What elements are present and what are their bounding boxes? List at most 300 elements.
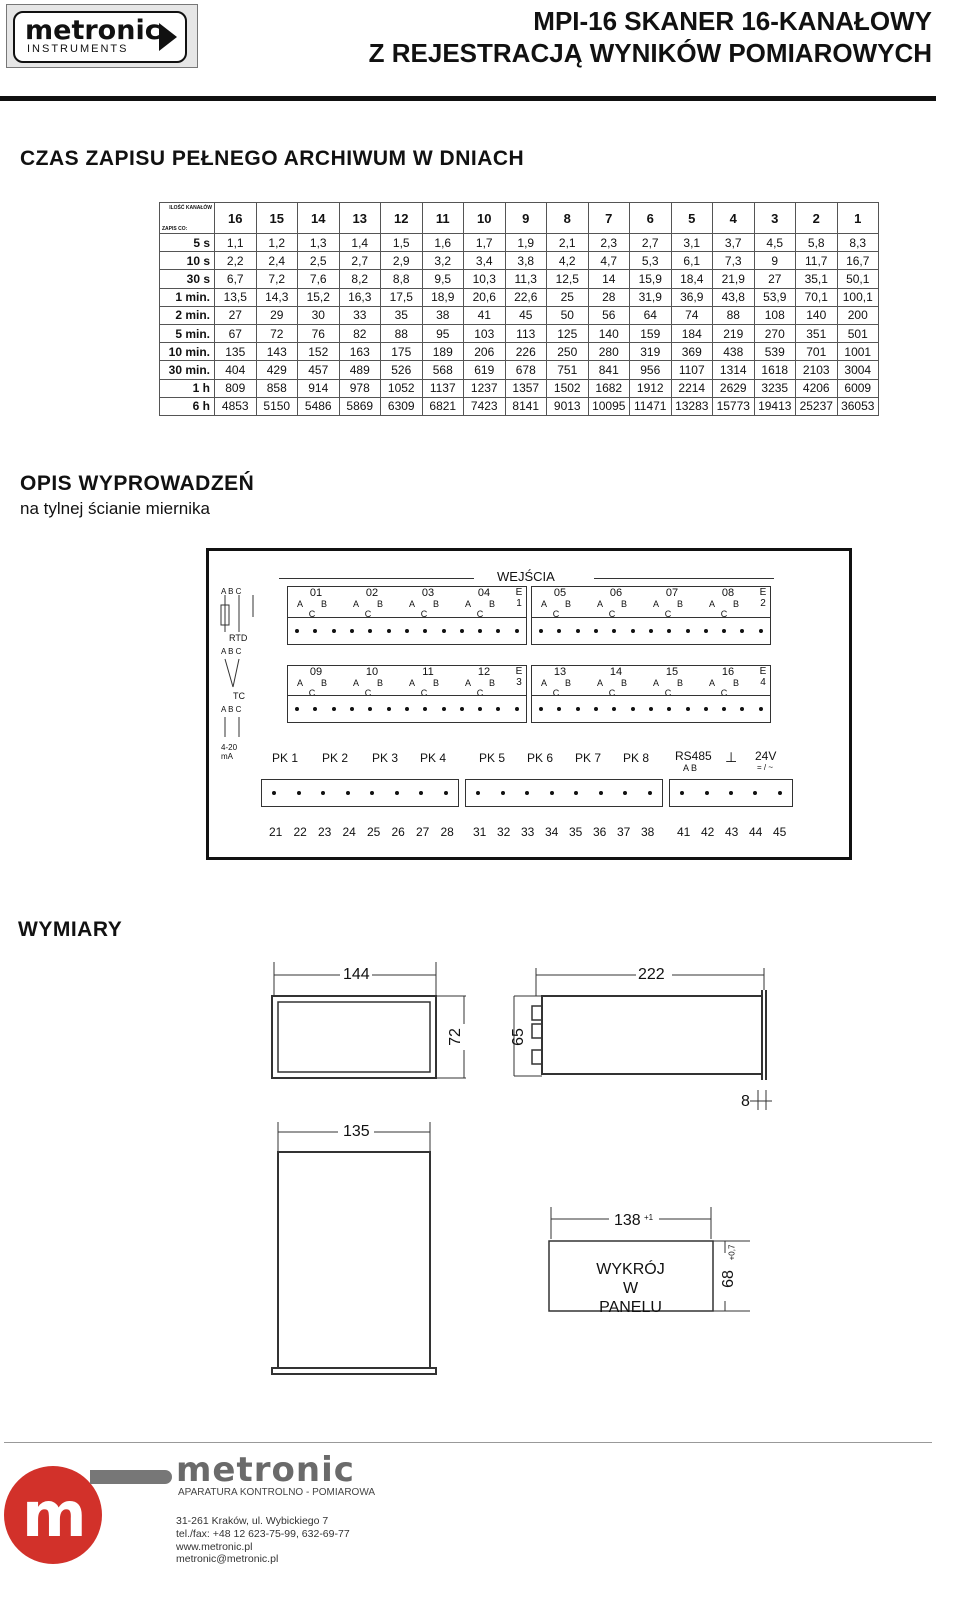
table-cell: 8,2 bbox=[339, 270, 381, 288]
terminal-dot-icon bbox=[753, 791, 757, 795]
table-cell: 189 bbox=[422, 343, 464, 361]
table-cell: 30 bbox=[298, 306, 340, 324]
table-cell: 13283 bbox=[671, 397, 713, 415]
table-cell: 16,7 bbox=[837, 252, 879, 270]
footer-logo-swoosh bbox=[90, 1470, 172, 1484]
outputs-title: OPIS WYPROWADZEŃ bbox=[20, 472, 255, 495]
table-cell: 751 bbox=[547, 361, 589, 379]
channel-abc-label: A B C bbox=[540, 678, 579, 698]
channel-abc-label: A B C bbox=[596, 678, 635, 698]
table-row bbox=[160, 306, 879, 324]
table-cell: 113 bbox=[505, 324, 547, 342]
column-header-channels: 6 bbox=[630, 203, 672, 234]
terminal-dot-icon bbox=[419, 791, 423, 795]
terminal-dot-icon bbox=[295, 629, 299, 633]
earth-label: E 2 bbox=[759, 587, 767, 609]
table-cell: 2,9 bbox=[381, 252, 423, 270]
pin-number: 26 bbox=[391, 825, 405, 839]
channel-abc-label: A B C bbox=[652, 599, 691, 619]
table-cell: 568 bbox=[422, 361, 464, 379]
table-cell: 11471 bbox=[630, 397, 672, 415]
top-left-channel-labels bbox=[287, 586, 527, 617]
terminal-dot-icon bbox=[623, 791, 627, 795]
table-cell: 1357 bbox=[505, 379, 547, 397]
table-cell: 25 bbox=[547, 288, 589, 306]
pin-number: 42 bbox=[701, 825, 715, 839]
terminal-dot-icon bbox=[370, 791, 374, 795]
table-cell: 8141 bbox=[505, 397, 547, 415]
table-cell: 701 bbox=[796, 343, 838, 361]
table-cell: 11,7 bbox=[796, 252, 838, 270]
terminal-dot-icon bbox=[550, 791, 554, 795]
corner-channels-label: ILOŚĆ KANAŁÓW bbox=[169, 205, 212, 211]
cutout-label-line1: WYKRÓJ bbox=[596, 1261, 665, 1278]
table-cell: 404 bbox=[215, 361, 257, 379]
table-cell: 1,7 bbox=[464, 234, 506, 252]
table-cell: 3,1 bbox=[671, 234, 713, 252]
bottom-right-channel-labels bbox=[531, 665, 771, 696]
table-cell: 5150 bbox=[256, 397, 298, 415]
terminal-dot-icon bbox=[740, 629, 744, 633]
table-cell: 88 bbox=[713, 306, 755, 324]
table-row bbox=[160, 324, 879, 342]
terminal-dot-icon bbox=[722, 707, 726, 711]
table-cell: 20,6 bbox=[464, 288, 506, 306]
table-cell: 7,3 bbox=[713, 252, 755, 270]
table-cell: 13,5 bbox=[215, 288, 257, 306]
table-cell: 2629 bbox=[713, 379, 755, 397]
earth-label: E 1 bbox=[515, 587, 523, 609]
table-cell: 319 bbox=[630, 343, 672, 361]
column-header-channels: 3 bbox=[754, 203, 796, 234]
channel-group-label bbox=[344, 666, 400, 698]
table-cell: 3,4 bbox=[464, 252, 506, 270]
table-cell: 526 bbox=[381, 361, 423, 379]
terminal-dot-icon bbox=[574, 791, 578, 795]
table-row bbox=[160, 252, 879, 270]
pin-number: 23 bbox=[318, 825, 332, 839]
table-cell: 4,5 bbox=[754, 234, 796, 252]
column-header-channels: 12 bbox=[381, 203, 423, 234]
terminal-dot-icon bbox=[594, 629, 598, 633]
channel-number: 09 bbox=[309, 666, 323, 678]
table-cell: 45 bbox=[505, 306, 547, 324]
table-cell: 1237 bbox=[464, 379, 506, 397]
dim-top-width: 135 bbox=[343, 1123, 370, 1140]
table-cell: 2214 bbox=[671, 379, 713, 397]
table-cell: 6821 bbox=[422, 397, 464, 415]
terminal-dot-icon bbox=[557, 629, 561, 633]
table-cell: 1,6 bbox=[422, 234, 464, 252]
footer-brand: metronic bbox=[176, 1450, 355, 1490]
terminal-dot-icon bbox=[704, 629, 708, 633]
column-header-channels: 11 bbox=[422, 203, 464, 234]
column-header-channels: 9 bbox=[505, 203, 547, 234]
table-cell: 858 bbox=[256, 379, 298, 397]
tc-label: TC bbox=[233, 691, 245, 701]
footer-divider bbox=[4, 1442, 932, 1443]
cutout-label bbox=[593, 1260, 668, 1317]
terminal-dot-icon bbox=[515, 707, 519, 711]
table-cell: 184 bbox=[671, 324, 713, 342]
page-title-line2: Z REJESTRACJĄ WYNIKÓW POMIAROWYCH bbox=[368, 38, 932, 68]
table-cell: 1,4 bbox=[339, 234, 381, 252]
dim-side-height: 65 bbox=[509, 1028, 527, 1046]
pin-number: 28 bbox=[440, 825, 454, 839]
table-row bbox=[160, 379, 879, 397]
terminal-dot-icon bbox=[444, 791, 448, 795]
terminal-dot-icon bbox=[405, 629, 409, 633]
pin-number: 45 bbox=[773, 825, 787, 839]
channel-abc-label: A B C bbox=[540, 599, 579, 619]
table-cell: 351 bbox=[796, 324, 838, 342]
table-row bbox=[160, 397, 879, 415]
table-cell: 140 bbox=[796, 306, 838, 324]
relay-terminal-row-a bbox=[261, 779, 459, 807]
relay-label: PK 1 bbox=[272, 751, 299, 765]
table-cell: 108 bbox=[754, 306, 796, 324]
table-cell: 7,2 bbox=[256, 270, 298, 288]
terminal-dot-icon bbox=[405, 707, 409, 711]
dim-front-width: 144 bbox=[343, 966, 370, 983]
terminal-dot-icon bbox=[295, 707, 299, 711]
table-cell: 2,5 bbox=[298, 252, 340, 270]
table-cell: 6,7 bbox=[215, 270, 257, 288]
table-cell: 4853 bbox=[215, 397, 257, 415]
table-cell: 38 bbox=[422, 306, 464, 324]
channel-abc-label: A B C bbox=[652, 678, 691, 698]
table-cell: 1052 bbox=[381, 379, 423, 397]
table-cell: 100,1 bbox=[837, 288, 879, 306]
pin-number: 32 bbox=[497, 825, 511, 839]
table-row bbox=[160, 343, 879, 361]
terminal-dot-icon bbox=[387, 707, 391, 711]
channel-number: 10 bbox=[365, 666, 379, 678]
row-interval-label: 10 s bbox=[160, 252, 215, 270]
table-cell: 1,5 bbox=[381, 234, 423, 252]
table-cell: 36053 bbox=[837, 397, 879, 415]
top-right-terminal-row bbox=[531, 617, 771, 645]
table-cell: 6,1 bbox=[671, 252, 713, 270]
terminal-dot-icon bbox=[423, 707, 427, 711]
channel-group-label bbox=[456, 666, 512, 698]
table-cell: 3004 bbox=[837, 361, 879, 379]
table-cell: 10,3 bbox=[464, 270, 506, 288]
pin-number: 43 bbox=[725, 825, 739, 839]
archive-title: CZAS ZAPISU PEŁNEGO ARCHIWUM W DNIACH bbox=[20, 147, 525, 170]
terminal-dot-icon bbox=[478, 629, 482, 633]
table-cell: 8,3 bbox=[837, 234, 879, 252]
channel-number: 16 bbox=[721, 666, 735, 678]
inputs-label: WEJŚCIA bbox=[497, 569, 555, 584]
footer-phone: tel./fax: +48 12 623-75-99, 632-69-77 bbox=[176, 1528, 350, 1540]
table-cell: 88 bbox=[381, 324, 423, 342]
table-cell: 1,1 bbox=[215, 234, 257, 252]
ma-label: 4-20 mA bbox=[221, 743, 238, 761]
channel-number: 12 bbox=[477, 666, 491, 678]
channel-abc-label: A B C bbox=[408, 599, 447, 619]
archive-table bbox=[159, 202, 879, 416]
terminal-dot-icon bbox=[612, 707, 616, 711]
column-header-channels: 1 bbox=[837, 203, 879, 234]
terminal-dot-icon bbox=[612, 629, 616, 633]
logo-arrow-icon bbox=[159, 23, 177, 51]
table-cell: 18,9 bbox=[422, 288, 464, 306]
pin-number: 41 bbox=[677, 825, 691, 839]
cutout-label-line2: W PANELU bbox=[599, 1280, 662, 1316]
rs485-label: RS485 bbox=[675, 749, 712, 763]
column-header-channels: 14 bbox=[298, 203, 340, 234]
footer-address: 31-261 Kraków, ul. Wybickiego 7 bbox=[176, 1515, 329, 1527]
terminal-dot-icon bbox=[442, 629, 446, 633]
table-cell: 135 bbox=[215, 343, 257, 361]
table-cell: 2,1 bbox=[547, 234, 589, 252]
table-cell: 21,9 bbox=[713, 270, 755, 288]
table-cell: 14,3 bbox=[256, 288, 298, 306]
table-cell: 82 bbox=[339, 324, 381, 342]
table-cell: 18,4 bbox=[671, 270, 713, 288]
channel-number: 07 bbox=[665, 587, 679, 599]
footer-web[interactable]: www.metronic.pl bbox=[176, 1541, 253, 1553]
top-view-dimension-drawing bbox=[270, 1118, 440, 1378]
table-cell: 841 bbox=[588, 361, 630, 379]
table-cell: 1107 bbox=[671, 361, 713, 379]
relay-label: PK 8 bbox=[623, 751, 650, 765]
archive-table-body bbox=[160, 234, 879, 416]
table-cell: 3,8 bbox=[505, 252, 547, 270]
pin-number: 27 bbox=[416, 825, 430, 839]
logo-brand: metronic bbox=[25, 15, 161, 46]
terminal-dot-icon bbox=[332, 629, 336, 633]
channel-abc-label: A B C bbox=[708, 678, 747, 698]
pin-number: 34 bbox=[545, 825, 559, 839]
pin-number: 36 bbox=[593, 825, 607, 839]
pin-number: 37 bbox=[617, 825, 631, 839]
table-cell: 28 bbox=[588, 288, 630, 306]
table-cell: 226 bbox=[505, 343, 547, 361]
table-cell: 200 bbox=[837, 306, 879, 324]
table-cell: 4,2 bbox=[547, 252, 589, 270]
rs485-ab-label: A B bbox=[683, 763, 698, 773]
terminal-dot-icon bbox=[631, 707, 635, 711]
table-cell: 914 bbox=[298, 379, 340, 397]
column-header-channels: 4 bbox=[713, 203, 755, 234]
channel-abc-label: A B C bbox=[296, 678, 335, 698]
comm-power-terminal-row bbox=[669, 779, 793, 807]
footer-email[interactable]: metronic@metronic.pl bbox=[176, 1553, 279, 1565]
terminal-dot-icon bbox=[501, 791, 505, 795]
channel-number: 04 bbox=[477, 587, 491, 599]
table-cell: 29 bbox=[256, 306, 298, 324]
terminal-dot-icon bbox=[525, 791, 529, 795]
table-cell: 175 bbox=[381, 343, 423, 361]
corner-interval-label: ZAPIS CO: bbox=[162, 226, 188, 232]
inputs-line-left bbox=[279, 578, 474, 579]
table-row bbox=[160, 361, 879, 379]
table-cell: 10095 bbox=[588, 397, 630, 415]
terminal-dot-icon bbox=[539, 707, 543, 711]
pin-number: 33 bbox=[521, 825, 535, 839]
table-cell: 36,9 bbox=[671, 288, 713, 306]
terminal-dot-icon bbox=[272, 791, 276, 795]
table-cell: 5,8 bbox=[796, 234, 838, 252]
row-interval-label: 2 min. bbox=[160, 306, 215, 324]
relay-label: PK 7 bbox=[575, 751, 602, 765]
channel-group-label bbox=[588, 666, 644, 698]
footer-logo-m-icon: m bbox=[22, 1478, 87, 1551]
table-cell: 1912 bbox=[630, 379, 672, 397]
table-cell: 9 bbox=[754, 252, 796, 270]
relay-label: PK 3 bbox=[372, 751, 399, 765]
terminal-dot-icon bbox=[649, 707, 653, 711]
relay-label: PK 5 bbox=[479, 751, 506, 765]
terminal-dot-icon bbox=[667, 629, 671, 633]
table-cell: 125 bbox=[547, 324, 589, 342]
terminal-dot-icon bbox=[778, 791, 782, 795]
terminal-dot-icon bbox=[442, 707, 446, 711]
terminal-dot-icon bbox=[496, 707, 500, 711]
channel-group-label bbox=[532, 666, 588, 698]
page-title-line1: MPI-16 SKANER 16-KANAŁOWY bbox=[533, 6, 932, 36]
inputs-line-right bbox=[594, 578, 774, 579]
row-interval-label: 5 s bbox=[160, 234, 215, 252]
channel-number: 02 bbox=[365, 587, 379, 599]
bottom-left-terminal-row bbox=[287, 695, 527, 723]
table-cell: 50,1 bbox=[837, 270, 879, 288]
table-cell: 12,5 bbox=[547, 270, 589, 288]
table-cell: 1682 bbox=[588, 379, 630, 397]
table-cell: 31,9 bbox=[630, 288, 672, 306]
terminal-dot-icon bbox=[594, 707, 598, 711]
channel-abc-label: A B C bbox=[708, 599, 747, 619]
table-cell: 9013 bbox=[547, 397, 589, 415]
top-right-channel-labels bbox=[531, 586, 771, 617]
table-cell: 1314 bbox=[713, 361, 755, 379]
terminal-dot-icon bbox=[297, 791, 301, 795]
terminal-dot-icon bbox=[350, 707, 354, 711]
channel-abc-label: A B C bbox=[296, 599, 335, 619]
column-header-channels: 7 bbox=[588, 203, 630, 234]
table-cell: 14 bbox=[588, 270, 630, 288]
terminal-dot-icon bbox=[478, 707, 482, 711]
table-cell: 1001 bbox=[837, 343, 879, 361]
pin-number: 38 bbox=[641, 825, 655, 839]
table-cell: 7,6 bbox=[298, 270, 340, 288]
table-cell: 27 bbox=[754, 270, 796, 288]
table-cell: 206 bbox=[464, 343, 506, 361]
table-cell: 35,1 bbox=[796, 270, 838, 288]
footer-tagline: APARATURA KONTROLNO - POMIAROWA bbox=[178, 1487, 376, 1498]
power-type-label: = / ~ bbox=[757, 763, 774, 772]
table-cell: 11,3 bbox=[505, 270, 547, 288]
channel-number: 14 bbox=[609, 666, 623, 678]
table-cell: 5,3 bbox=[630, 252, 672, 270]
table-cell: 70,1 bbox=[796, 288, 838, 306]
rtd-label: RTD bbox=[229, 633, 248, 643]
table-cell: 2,2 bbox=[215, 252, 257, 270]
channel-group-label bbox=[400, 587, 456, 619]
table-row bbox=[160, 270, 879, 288]
terminal-dot-icon bbox=[680, 791, 684, 795]
table-cell: 1618 bbox=[754, 361, 796, 379]
column-header-channels: 16 bbox=[215, 203, 257, 234]
dim-cutout-height: 68 bbox=[719, 1270, 737, 1288]
terminal-dot-icon bbox=[759, 629, 763, 633]
table-row bbox=[160, 234, 879, 252]
terminal-dot-icon bbox=[649, 629, 653, 633]
channel-abc-label: A B C bbox=[352, 599, 391, 619]
relay-terminal-row-b bbox=[465, 779, 663, 807]
terminal-dot-icon bbox=[759, 707, 763, 711]
table-cell: 6309 bbox=[381, 397, 423, 415]
table-cell: 19413 bbox=[754, 397, 796, 415]
row-interval-label: 1 h bbox=[160, 379, 215, 397]
table-cell: 2,3 bbox=[588, 234, 630, 252]
table-cell: 152 bbox=[298, 343, 340, 361]
terminal-dot-icon bbox=[704, 707, 708, 711]
terminal-dot-icon bbox=[599, 791, 603, 795]
terminal-dot-icon bbox=[423, 629, 427, 633]
channel-number: 11 bbox=[422, 666, 434, 678]
dim-cutout-width: 138 bbox=[614, 1212, 641, 1229]
row-interval-label: 5 min. bbox=[160, 324, 215, 342]
channel-number: 05 bbox=[553, 587, 567, 599]
dim-bezel: 8 bbox=[741, 1093, 750, 1110]
dim-cutout-height-tolerance: +0,7 bbox=[727, 1244, 737, 1261]
table-cell: 429 bbox=[256, 361, 298, 379]
table-cell: 539 bbox=[754, 343, 796, 361]
table-cell: 1137 bbox=[422, 379, 464, 397]
table-cell: 15,9 bbox=[630, 270, 672, 288]
terminal-dot-icon bbox=[539, 629, 543, 633]
logo-frame bbox=[13, 11, 187, 63]
terminal-dot-icon bbox=[576, 629, 580, 633]
row-interval-label: 1 min. bbox=[160, 288, 215, 306]
terminal-dot-icon bbox=[705, 791, 709, 795]
table-cell: 250 bbox=[547, 343, 589, 361]
table-cell: 56 bbox=[588, 306, 630, 324]
top-left-terminal-row bbox=[287, 617, 527, 645]
table-cell: 140 bbox=[588, 324, 630, 342]
terminal-dot-icon bbox=[740, 707, 744, 711]
table-cell: 1,2 bbox=[256, 234, 298, 252]
archive-corner-cell bbox=[160, 203, 215, 234]
table-cell: 159 bbox=[630, 324, 672, 342]
row-interval-label: 30 min. bbox=[160, 361, 215, 379]
logo-subtitle: INSTRUMENTS bbox=[27, 43, 129, 55]
terminal-dot-icon bbox=[686, 707, 690, 711]
channel-group-label bbox=[588, 587, 644, 619]
pin-number: 31 bbox=[473, 825, 487, 839]
power-label: 24V bbox=[755, 749, 777, 763]
terminal-dot-icon bbox=[321, 791, 325, 795]
column-header-channels: 13 bbox=[339, 203, 381, 234]
terminal-dot-icon bbox=[387, 629, 391, 633]
table-cell: 501 bbox=[837, 324, 879, 342]
terminal-dot-icon bbox=[476, 791, 480, 795]
table-cell: 33 bbox=[339, 306, 381, 324]
table-cell: 1,9 bbox=[505, 234, 547, 252]
table-cell: 53,9 bbox=[754, 288, 796, 306]
channel-group-label bbox=[288, 587, 344, 619]
channel-abc-label: A B C bbox=[464, 678, 503, 698]
column-header-channels: 2 bbox=[796, 203, 838, 234]
table-cell: 9,5 bbox=[422, 270, 464, 288]
terminal-dot-icon bbox=[496, 629, 500, 633]
terminal-dot-icon bbox=[460, 707, 464, 711]
pin-number: 21 bbox=[269, 825, 283, 839]
column-header-channels: 5 bbox=[671, 203, 713, 234]
